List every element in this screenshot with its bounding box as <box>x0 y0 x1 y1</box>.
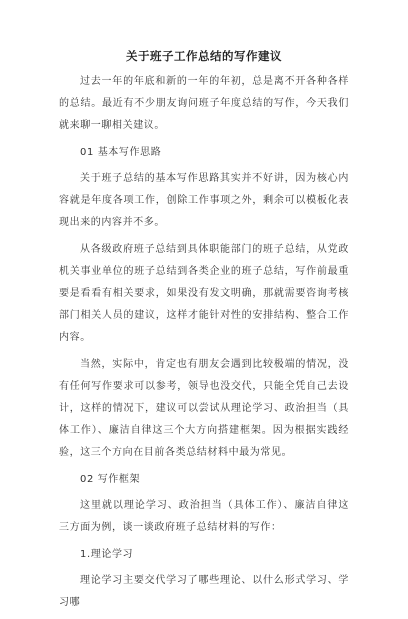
subheading-theory-study: 1.理论学习 <box>80 549 134 560</box>
paragraph-framework-intro: 这里就以理论学习、政治担当（具体工作）、廉洁自律这三方面为例，谈一谈政府班子总结材料的写作： <box>59 500 349 533</box>
section-heading-framework: 02 写作框架 <box>80 474 141 485</box>
document-body <box>59 71 349 619</box>
paragraph-extreme-case: 当然，实际中，肯定也有朋友会遇到比较极端的情况，没有任何写作要求可以参考，领导也没交代，只能全凭自己去设计，这样的情况下，建议可以尝试从理论学习、政治担当（具体工作）、廉洁自律这三个大方向搭建框架。因为根据实践经验，这三个方向在目前各类总结材料中最为常见。 <box>59 359 349 458</box>
paragraph-intro: 过去一年的年底和新的一年的年初，总是离不开各种各样的总结。最近有不少朋友询问班子年度总结的写作，今天我们就来聊一聊相关建议。 <box>59 76 349 131</box>
paragraph-requirements: 从各级政府班子总结到具体职能部门的班子总结，从党政机关事业单位的班子总结到各类企业的班子总结，写作前最重要是看看有相关要求，如果没有发文明确，那就需要咨询考核部门相关人员的建议，这样才能针对性的安排结构、整合工作内容。 <box>59 244 349 343</box>
paragraph-theory-study: 理论学习主要交代学习了哪些理论、以什么形式学习、学习哪 <box>59 575 349 608</box>
paragraph-basic-approach: 关于班子总结的基本写作思路其实并不好讲，因为核心内容就是年度各项工作，创除工作事项之外，剩余可以模板化表现出来的内容并不多。 <box>59 173 349 228</box>
section-heading-basic-approach: 01 基本写作思路 <box>80 147 162 158</box>
document-title: 关于班子工作总结的写作建议 <box>126 49 282 63</box>
